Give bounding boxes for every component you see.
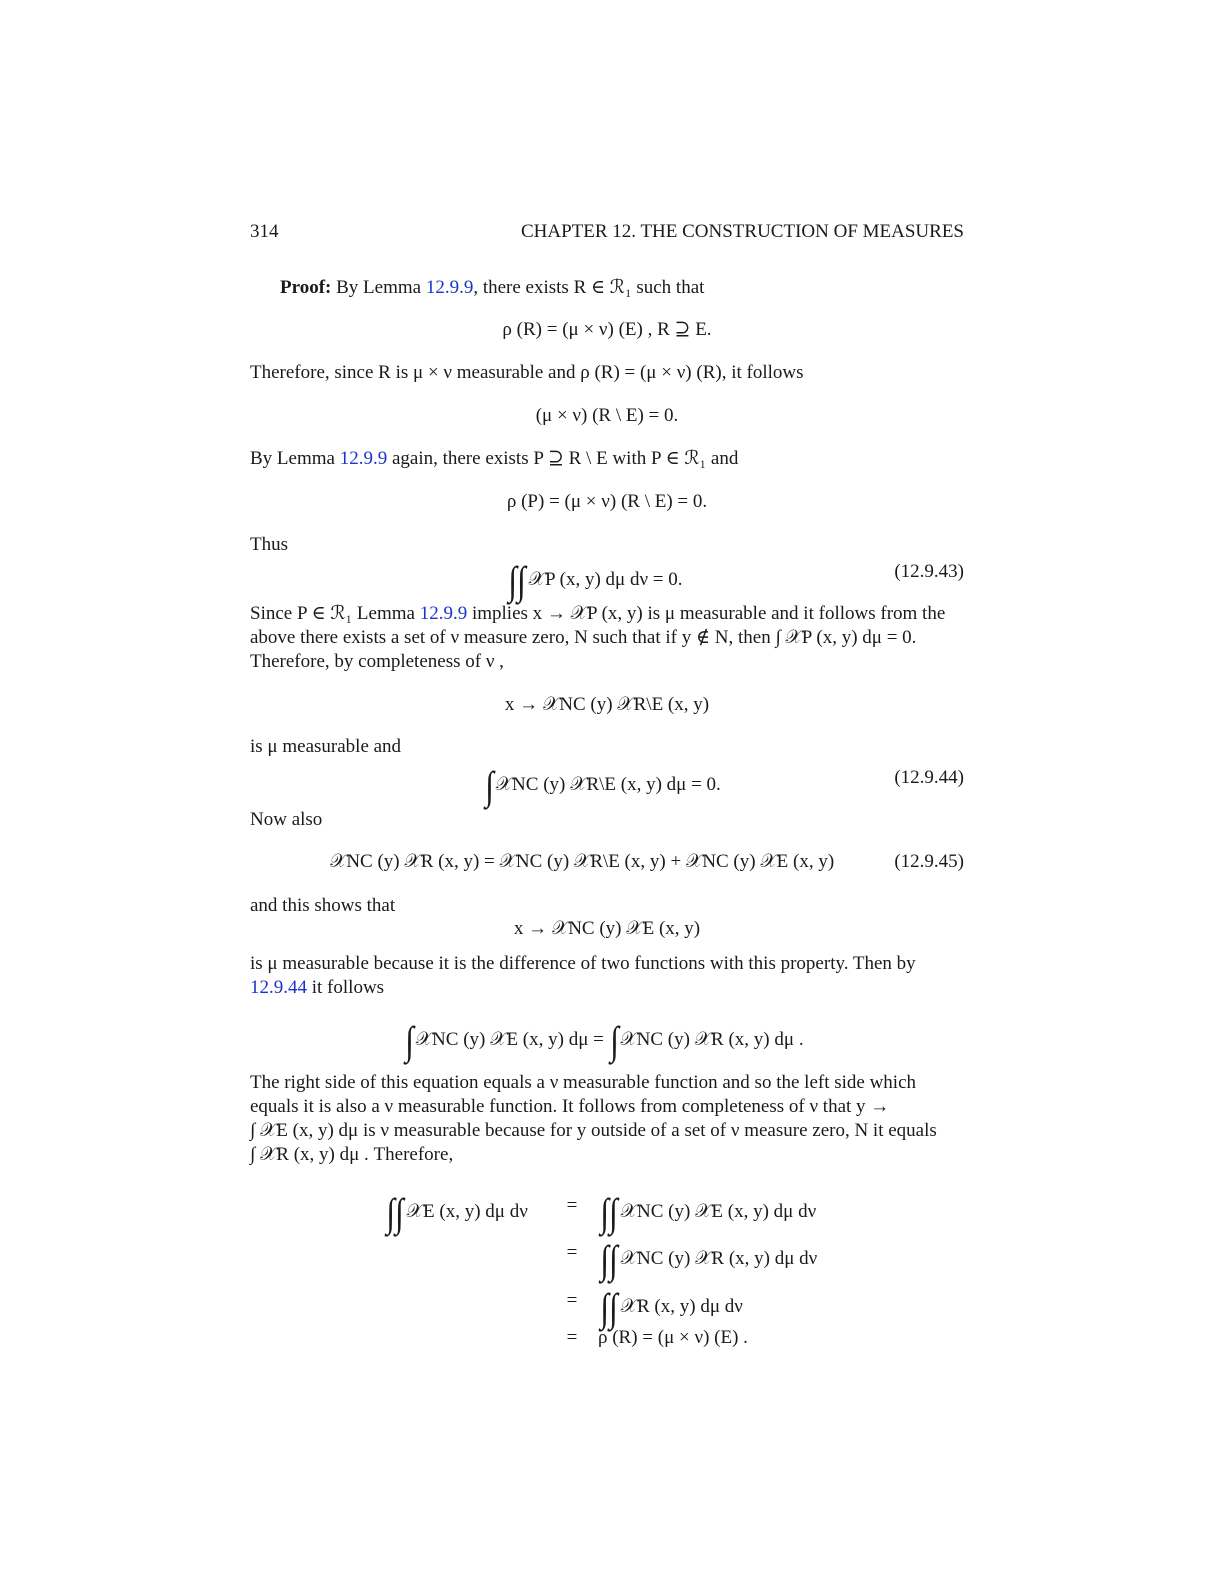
align-rhs-2 <box>598 1231 818 1282</box>
double-integral-sign-lhs: ∫∫ <box>386 1190 404 1235</box>
paragraph-ref-line <box>250 976 964 1000</box>
align-equals-2: = <box>566 1242 578 1263</box>
paragraph-right-side-3: ∫ 𝒳E (x, y) dμ is ν measurable because for y outside of a set of ν measure zero, N it equals <box>250 1120 937 1141</box>
lemma-ref-link-3[interactable]: 12.9.9 <box>419 603 468 624</box>
lemma-ref-link-2[interactable]: 12.9.9 <box>339 448 388 469</box>
equation-ref-link[interactable]: 12.9.44 <box>250 977 307 998</box>
equation-12-9-44-body: 𝒳NC (y) 𝒳R\E (x, y) dμ = 0. <box>495 774 721 795</box>
double-integral-sign: ∫∫ <box>508 558 526 603</box>
paragraph-since <box>250 602 964 626</box>
align-lhs-body: 𝒳E (x, y) dμ dν <box>406 1201 528 1222</box>
align-rhs-3-body: 𝒳R (x, y) dμ dν <box>620 1296 743 1317</box>
chapter-title: CHAPTER 12. THE CONSTRUCTION OF MEASURES <box>520 221 964 242</box>
proof-label: Proof: <box>280 277 332 298</box>
double-integral-sign-r1: ∫∫ <box>600 1190 618 1235</box>
equation-number-43: (12.9.43) <box>894 561 964 582</box>
since-text-b: implies x → 𝒳P (x, y) is μ measurable and it follows from the <box>467 603 946 624</box>
paragraph-since-line2: above there exists a set of ν measure zero, N such that if y ∉ N, then ∫ 𝒳P (x, y) dμ = 0. <box>250 627 917 648</box>
equation-integral-equality <box>404 1012 804 1063</box>
integral-sign: ∫ <box>485 763 494 808</box>
proof-text-b: , there exists R ∈ ℛ₁ such that <box>473 277 705 298</box>
lemma-again-text-b: again, there exists P ⊇ R \ E with P ∈ ℛ₁ and <box>387 448 739 469</box>
equation-number-44: (12.9.44) <box>894 767 964 788</box>
equation-12-9-44 <box>484 757 721 808</box>
paragraph-right-side-4: ∫ 𝒳R (x, y) dμ . Therefore, <box>250 1144 454 1165</box>
align-equals-4: = <box>566 1327 578 1348</box>
paragraph-and-this: and this shows that <box>250 895 396 916</box>
integral-sign-right: ∫ <box>609 1018 619 1063</box>
since-text-a: Since P ∈ ℛ₁ Lemma <box>250 603 420 624</box>
double-integral-sign-r2: ∫∫ <box>600 1237 618 1282</box>
align-equals-3: = <box>566 1290 578 1311</box>
equation-rho-p: ρ (P) = (μ × ν) (R \ E) = 0. <box>506 491 708 512</box>
paragraph-lemma-again <box>250 447 964 471</box>
integral-sign-left: ∫ <box>405 1018 414 1063</box>
equation-rho-r: ρ (R) = (μ × ν) (E) , R ⊇ E. <box>502 319 712 340</box>
proof-first-line <box>280 276 704 300</box>
integral-equality-left: 𝒳NC (y) 𝒳E (x, y) dμ = <box>415 1029 604 1050</box>
paragraph-right-side-2: equals it is also a ν measurable function. It follows from completeness of ν that y → <box>250 1096 890 1117</box>
double-integral-sign-r3: ∫∫ <box>600 1285 618 1330</box>
align-rhs-3 <box>598 1279 743 1330</box>
lemma-again-text-a: By Lemma <box>250 448 340 469</box>
equation-12-9-43-body: 𝒳P (x, y) dμ dν = 0. <box>528 569 683 590</box>
paragraph-is-mu: is μ measurable and <box>250 736 402 757</box>
lemma-ref-link[interactable]: 12.9.9 <box>425 277 474 298</box>
paragraph-is-mu-because: is μ measurable because it is the difference of two functions with this property. Then by <box>250 953 916 974</box>
page-number: 314 <box>250 221 279 242</box>
equation-12-9-43 <box>506 552 683 603</box>
equation-number-45: (12.9.45) <box>894 851 964 872</box>
align-rhs-4: ρ (R) = (μ × ν) (E) . <box>598 1327 748 1348</box>
paragraph-right-side-1: The right side of this equation equals a ν measurable function and so the left side which <box>250 1072 917 1093</box>
align-equals-1: = <box>566 1195 578 1216</box>
align-lhs <box>384 1184 528 1235</box>
align-rhs-1 <box>598 1184 817 1235</box>
paragraph-therefore: Therefore, since R is μ × ν measurable and ρ (R) = (μ × ν) (R), it follows <box>250 362 804 383</box>
align-rhs-2-body: 𝒳NC (y) 𝒳R (x, y) dμ dν <box>620 1248 818 1269</box>
equation-12-9-45: 𝒳NC (y) 𝒳R (x, y) = 𝒳NC (y) 𝒳R\E (x, y) + 𝒳NC (y) 𝒳E (x, y) <box>330 851 835 872</box>
integral-equality-right: 𝒳NC (y) 𝒳R (x, y) dμ . <box>620 1029 804 1050</box>
paragraph-thus: Thus <box>250 534 288 555</box>
equation-map-r-minus-e: x → 𝒳NC (y) 𝒳R\E (x, y) <box>504 694 710 715</box>
proof-text-a: By Lemma <box>331 277 426 298</box>
equation-map-e: x → 𝒳NC (y) 𝒳E (x, y) <box>513 918 701 939</box>
paragraph-since-line3: Therefore, by completeness of ν , <box>250 651 504 672</box>
align-rhs-1-body: 𝒳NC (y) 𝒳E (x, y) dμ dν <box>620 1201 817 1222</box>
paragraph-now-also: Now also <box>250 809 323 830</box>
it-follows-text: it follows <box>307 977 385 998</box>
equation-r-minus-e: (μ × ν) (R \ E) = 0. <box>535 405 679 426</box>
